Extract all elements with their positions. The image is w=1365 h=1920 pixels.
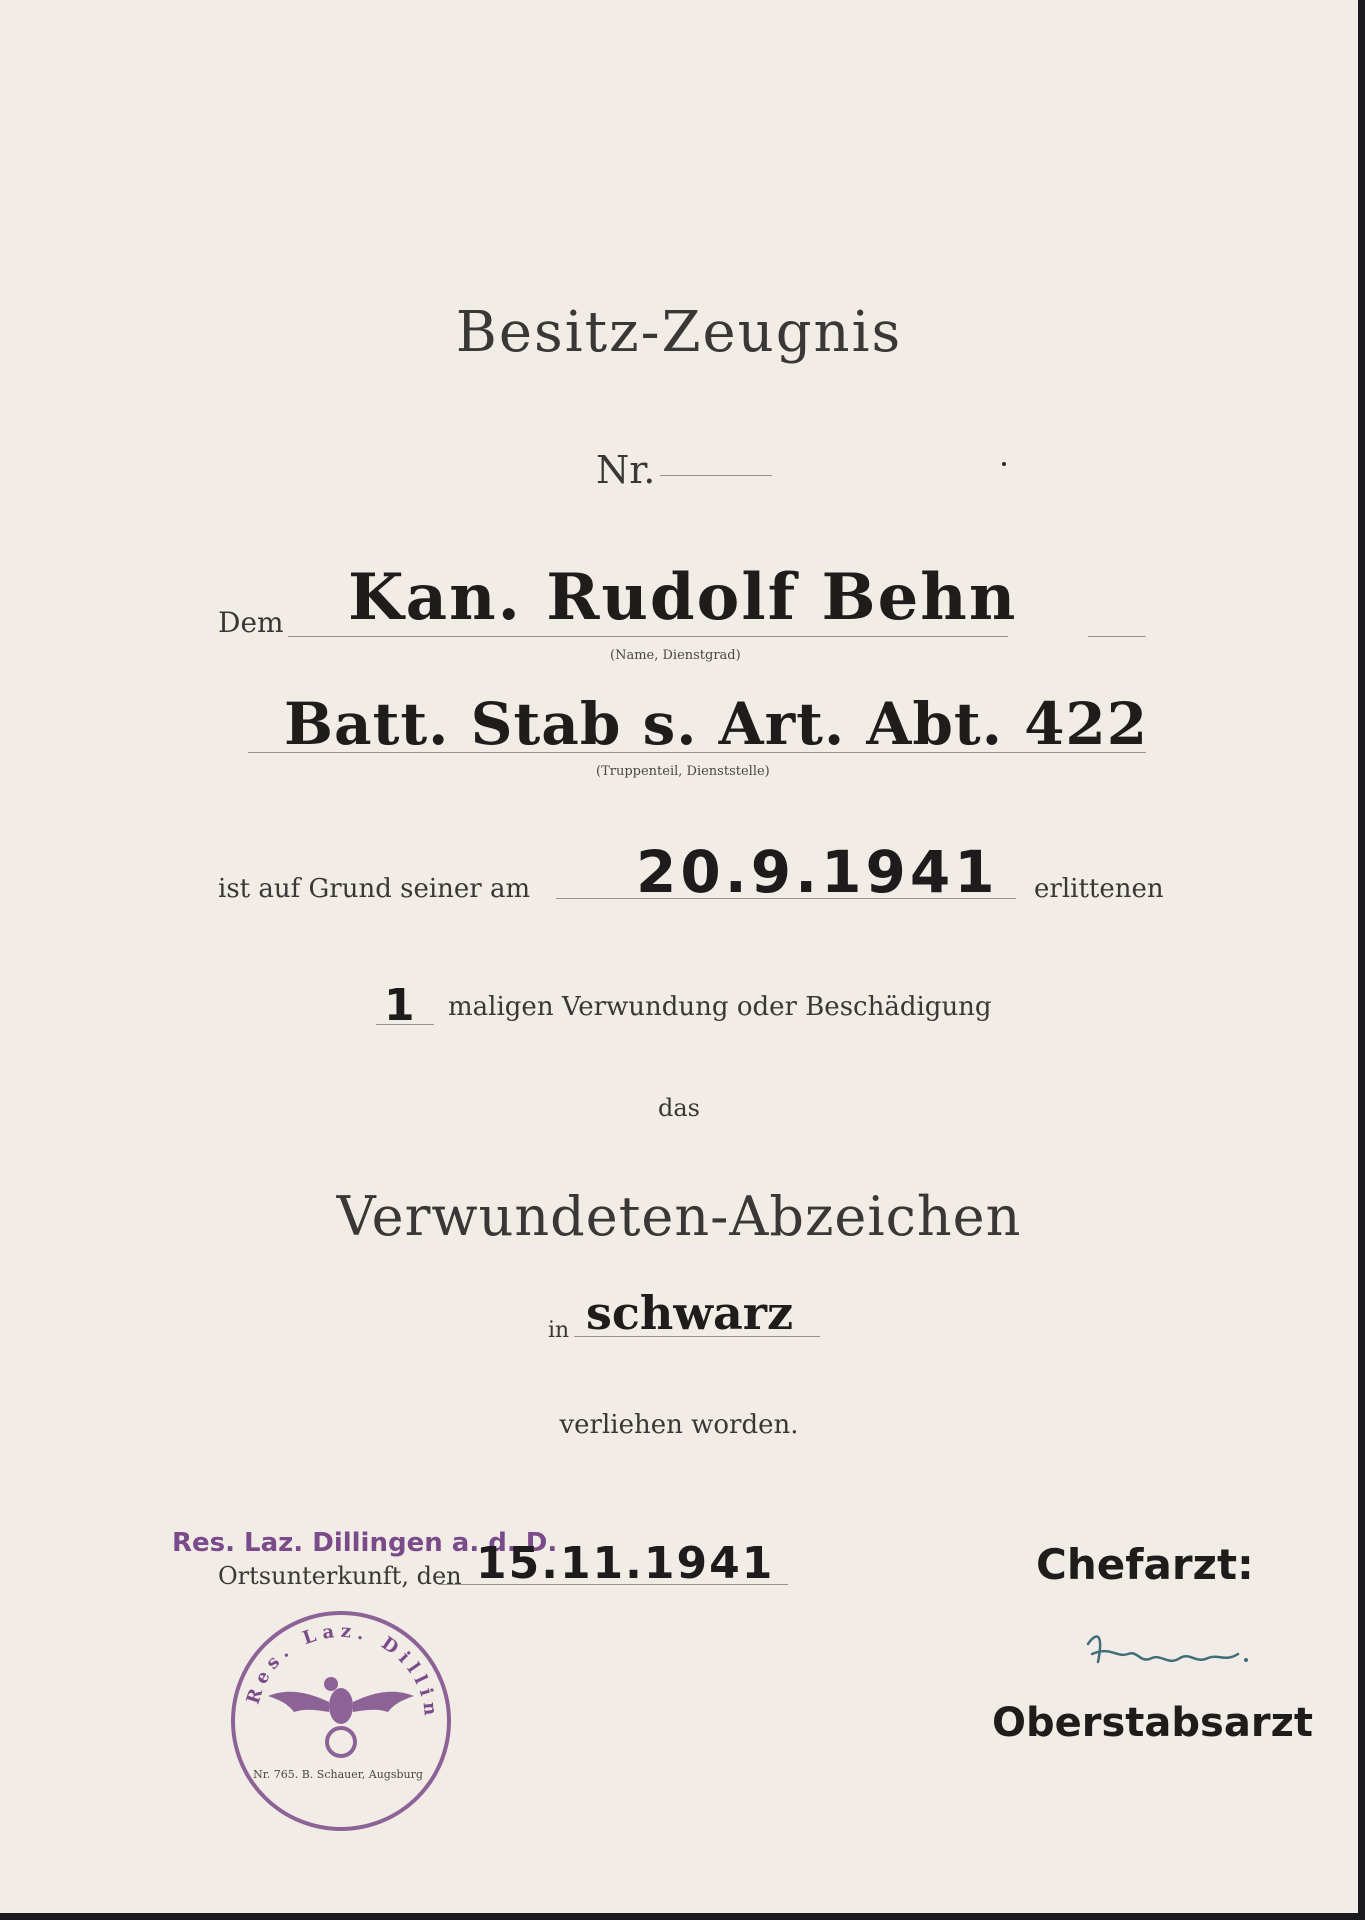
name-line xyxy=(288,636,1008,637)
signature xyxy=(1082,1624,1252,1684)
seal-ring-text: Res. Laz. Dillin xyxy=(242,1620,442,1723)
recipient-name: Kan. Rudolf Behn xyxy=(348,560,1018,635)
badge-class: schwarz xyxy=(586,1286,794,1340)
chief-label: Chefarzt: xyxy=(1036,1540,1254,1589)
stamp-place: Res. Laz. Dillingen a. d. D. xyxy=(172,1528,558,1558)
wound-count: 1 xyxy=(384,980,415,1031)
official-seal xyxy=(228,1608,454,1834)
in-label: in xyxy=(548,1318,570,1343)
seal-printer-note: Nr. 765. B. Schauer, Augsburg xyxy=(253,1768,423,1781)
count-line xyxy=(376,1024,434,1025)
count-suffix: maligen Verwundung oder Beschädigung xyxy=(448,992,992,1022)
conclusion-text: verliehen worden. xyxy=(559,1410,799,1440)
number-line xyxy=(660,475,772,476)
date-suffix: erlittenen xyxy=(1034,874,1164,904)
unit-value: Batt. Stab s. Art. Abt. 422 xyxy=(284,690,1149,758)
rank-label: Oberstabsarzt xyxy=(992,1700,1313,1746)
eagle-emblem-icon xyxy=(268,1677,414,1756)
name-line-end xyxy=(1088,636,1146,637)
date-prefix: ist auf Grund seiner am xyxy=(218,874,531,904)
dem-label: Dem xyxy=(218,606,284,639)
name-caption: (Name, Dienstgrad) xyxy=(610,648,741,663)
place-label: Ortsunterkunft, den xyxy=(218,1562,462,1590)
das-label: das xyxy=(658,1094,700,1122)
unit-caption: (Truppenteil, Dienststelle) xyxy=(596,764,770,779)
wound-date: 20.9.1941 xyxy=(636,838,999,906)
badge-name: Verwundeten-Abzeichen xyxy=(336,1185,1022,1248)
document-title: Besitz-Zeugnis xyxy=(455,300,903,365)
number-label: Nr. xyxy=(596,448,656,492)
ink-dot xyxy=(1002,462,1006,466)
issue-date: 15.11.1941 xyxy=(476,1538,775,1589)
